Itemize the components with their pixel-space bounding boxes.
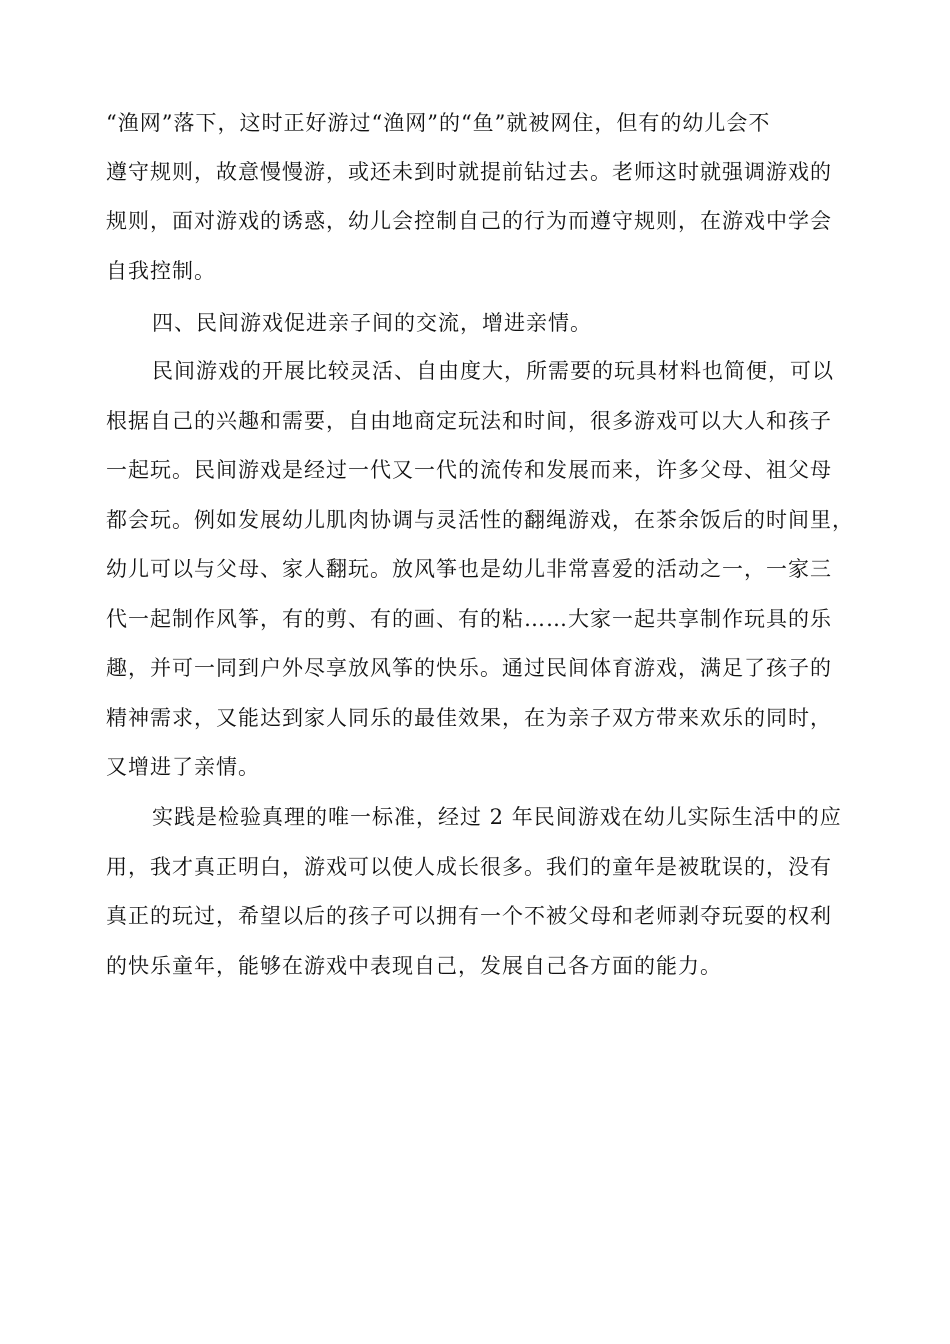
paragraph-1-line: 规则，面对游戏的诱惑，幼儿会控制自己的行为而遵守规则，在游戏中学会	[106, 209, 832, 233]
paragraph-2-line: 趣，并可一同到户外尽享放风筝的快乐。通过民间体育游戏，满足了孩子的	[106, 656, 832, 680]
paragraph-2-line: 又增进了亲情。	[106, 755, 260, 779]
paragraph-1-line: 自我控制。	[106, 259, 216, 283]
paragraph-2-line: 精神需求，又能达到家人同乐的最佳效果，在为亲子双方带来欢乐的同时，	[106, 706, 832, 730]
paragraph-3-line: 的快乐童年，能够在游戏中表现自己，发展自己各方面的能力。	[106, 954, 722, 978]
paragraph-3-line: 真正的玩过，希望以后的孩子可以拥有一个不被父母和老师剥夺玩耍的权利	[106, 904, 832, 928]
paragraph-3-line: 用，我才真正明白，游戏可以使人成长很多。我们的童年是被耽误的，没有	[106, 855, 832, 879]
paragraph-1-line: 遵守规则，故意慢慢游，或还未到时就提前钻过去。老师这时就强调游戏的	[106, 160, 832, 184]
paragraph-2-line: 幼儿可以与父母、家人翻玩。放风筝也是幼儿非常喜爱的活动之一，一家三	[106, 557, 832, 581]
paragraph-2-line: 代一起制作风筝，有的剪、有的画、有的粘……大家一起共享制作玩具的乐	[106, 607, 832, 631]
paragraph-2-line: 都会玩。例如发展幼儿肌肉协调与灵活性的翻绳游戏，在茶余饭后的时间里，	[106, 508, 854, 532]
paragraph-2-line: 根据自己的兴趣和需要，自由地商定玩法和时间，很多游戏可以大人和孩子	[106, 409, 832, 433]
paragraph-2-line: 一起玩。民间游戏是经过一代又一代的流传和发展而来，许多父母、祖父母	[106, 458, 832, 482]
paragraph-1-line: “渔网”落下，这时正好游过“渔网”的“鱼”就被网住，但有的幼儿会不	[106, 111, 771, 135]
paragraph-3-line: 实践是检验真理的唯一标准，经过 2 年民间游戏在幼儿实际生活中的应	[152, 805, 842, 829]
paragraph-2-line: 民间游戏的开展比较灵活、自由度大，所需要的玩具材料也简便，可以	[152, 359, 834, 383]
heading-4: 四、民间游戏促进亲子间的交流，增进亲情。	[152, 311, 592, 335]
